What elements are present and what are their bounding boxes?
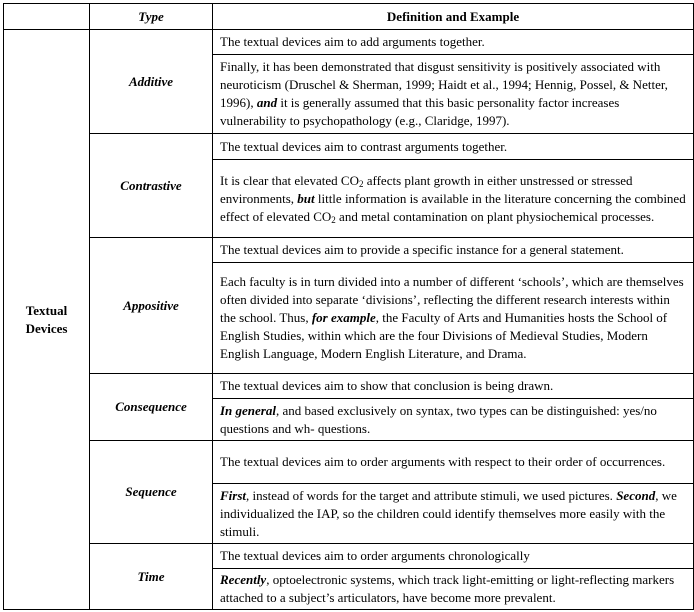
definition-additive: The textual devices aim to add arguments together.: [213, 30, 694, 55]
example-appositive: Each faculty is in turn divided into a number of different ‘schools’, which are themselves often divided into separate ‘divisions’, reflecting the different research interests within the school. Thus, for example, the Faculty of Arts and Humanities hosts the School of English Studies, within which are the four Divisions of Medieval Studies, Modern English Language, Modern English Literature, and Drama.: [213, 263, 694, 374]
marker-first: First: [220, 487, 247, 503]
header-row: [4, 4, 694, 30]
table-row: [4, 544, 694, 569]
header-definition: Definition and Example: [213, 4, 694, 30]
example-sequence: First, instead of words for the target and attribute stimuli, we used pictures. Second, we individualized the IAP, so the children could identify themselves more easily with the stimuli.: [213, 484, 694, 544]
marker-recently: Recently: [220, 572, 267, 587]
marker-for-example: for example: [311, 310, 376, 325]
category-cell: [4, 30, 90, 610]
category-label: Textual: [25, 302, 68, 318]
example-consequence: In general, and based exclusively on syntax, two types can be distinguished: yes/no questions and wh- questions.: [213, 399, 694, 441]
textual-devices-table: [3, 3, 694, 610]
marker-but: but: [297, 190, 315, 206]
marker-in-general: In general: [220, 402, 276, 418]
definition-contrastive: The textual devices aim to contrast arguments together.: [213, 134, 694, 160]
example-time: Recently, optoelectronic systems, which track light-emitting or light-reflecting markers attached to a subject’s articulators, have become more prevalent.: [213, 569, 694, 610]
example-additive: Finally, it has been demonstrated that disgust sensitivity is positively associated with neuroticism (Druschel & Sherman, 1999; Haidt et al., 1994; Hennig, Possel, & Netter, 1996), and it is generally assumed that this basic personality factor increases vulnerability to psychopathology (e.g., Claridge, 1997).: [213, 55, 694, 134]
header-type: Type: [90, 4, 213, 30]
table-row: [4, 374, 694, 399]
example-contrastive: It is clear that elevated $CO_2$ affects plant growth in either unstressed or stressed environments, but little information is available in the literature concerning the combined effect of elevated $CO_2$ and metal contamination on plant physiochemical processes.: [213, 160, 694, 238]
definition-appositive: The textual devices aim to provide a specific instance for a general statement.: [213, 238, 694, 263]
table-row: [4, 238, 694, 263]
header-category: [4, 4, 90, 30]
marker-and: and: [256, 95, 278, 110]
definition-time: The textual devices aim to order arguments chronologically: [213, 544, 694, 569]
type-appositive: Appositive: [90, 238, 213, 374]
type-time: Time: [90, 544, 213, 610]
table-row: [4, 441, 694, 484]
type-contrastive: Contrastive: [90, 134, 213, 238]
type-additive: Additive: [90, 30, 213, 134]
type-consequence: Consequence: [90, 374, 213, 441]
definition-consequence: The textual devices aim to show that conclusion is being drawn.: [213, 374, 694, 399]
definition-sequence: The textual devices aim to order arguments with respect to their order of occurrences.: [213, 441, 694, 484]
table-row: [4, 30, 694, 55]
category-label-line2: Devices: [25, 320, 68, 336]
marker-second: Second: [616, 487, 656, 503]
table-row: [4, 134, 694, 160]
type-sequence: Sequence: [90, 441, 213, 544]
